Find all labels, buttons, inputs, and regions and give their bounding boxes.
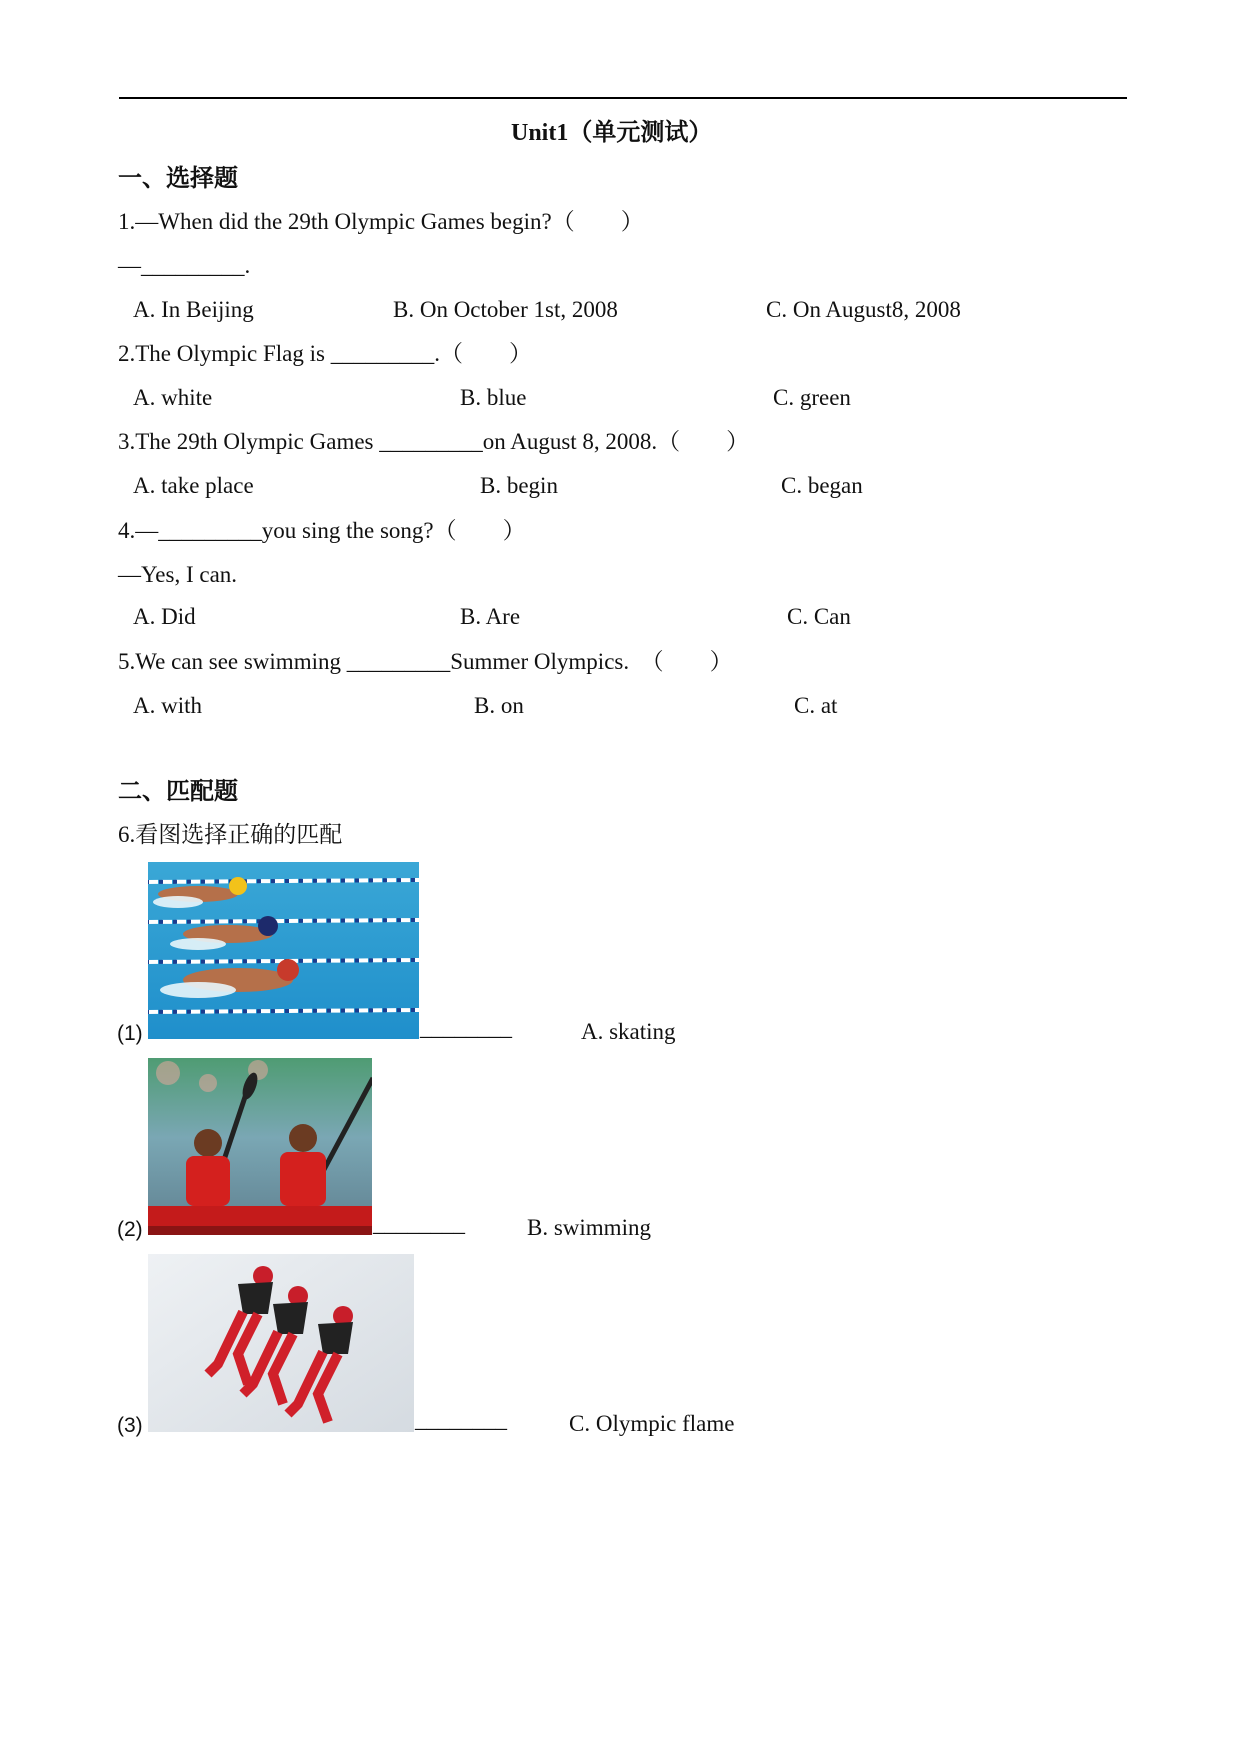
match-item-2-blank: ________ [373, 1211, 465, 1236]
match-item-2-number: (2) [117, 1218, 143, 1241]
question-6-instruction: 6.看图选择正确的匹配 [118, 822, 343, 847]
question-4-option-c: C. Can [787, 604, 851, 629]
header-rule [119, 97, 1127, 99]
page-title: Unit1（单元测试） [511, 120, 713, 146]
question-4-option-a: A. Did [133, 604, 196, 629]
canoeing-photo-drawing [148, 1058, 372, 1235]
question-1-stem: 1.—When did the 29th Olympic Games begin?（ ） [118, 209, 644, 234]
match-item-3-choice: C. Olympic flame [569, 1411, 735, 1436]
section-heading-choice: 一、选择题 [118, 163, 238, 192]
question-3-option-b: B. begin [480, 473, 558, 498]
question-2-option-c: C. green [773, 385, 851, 410]
question-3-option-a: A. take place [133, 473, 254, 498]
question-4-answer-line: —Yes, I can. [118, 562, 238, 587]
match-item-1-blank: ________ [420, 1015, 512, 1040]
question-4-option-b: B. Are [460, 604, 521, 629]
question-1-option-c: C. On August8, 2008 [766, 297, 961, 322]
question-1-option-a: A. In Beijing [133, 297, 254, 322]
question-5-stem: 5.We can see swimming _________Summer Olympics. （ ） [118, 649, 733, 674]
question-2-stem: 2.The Olympic Flag is _________.（ ） [118, 341, 532, 366]
section-heading-matching: 二、匹配题 [118, 776, 238, 805]
match-item-3-blank: ________ [415, 1407, 507, 1432]
question-4-stem: 4.—_________you sing the song?（ ） [118, 518, 526, 543]
match-item-1-number: (1) [117, 1022, 143, 1045]
question-1-answer-line: —_________. [118, 253, 251, 278]
swimming-photo [148, 862, 419, 1039]
question-2-option-a: A. white [133, 385, 213, 410]
match-item-3-number: (3) [117, 1414, 143, 1437]
canoeing-photo [148, 1058, 372, 1235]
question-3-stem: 3.The 29th Olympic Games _________on August 8, 2008.（ ） [118, 429, 750, 454]
question-5-option-c: C. at [794, 693, 838, 718]
question-1-option-b: B. On October 1st, 2008 [393, 297, 618, 322]
question-3-option-c: C. began [781, 473, 863, 498]
question-5-option-b: B. on [474, 693, 524, 718]
speed-skating-photo-drawing [148, 1254, 414, 1432]
speed-skating-photo [148, 1254, 414, 1432]
match-item-2-choice: B. swimming [527, 1215, 651, 1240]
question-5-option-a: A. with [133, 693, 202, 718]
match-item-1-choice: A. skating [581, 1019, 676, 1044]
question-2-option-b: B. blue [460, 385, 527, 410]
swimming-photo-drawing [148, 862, 419, 1039]
